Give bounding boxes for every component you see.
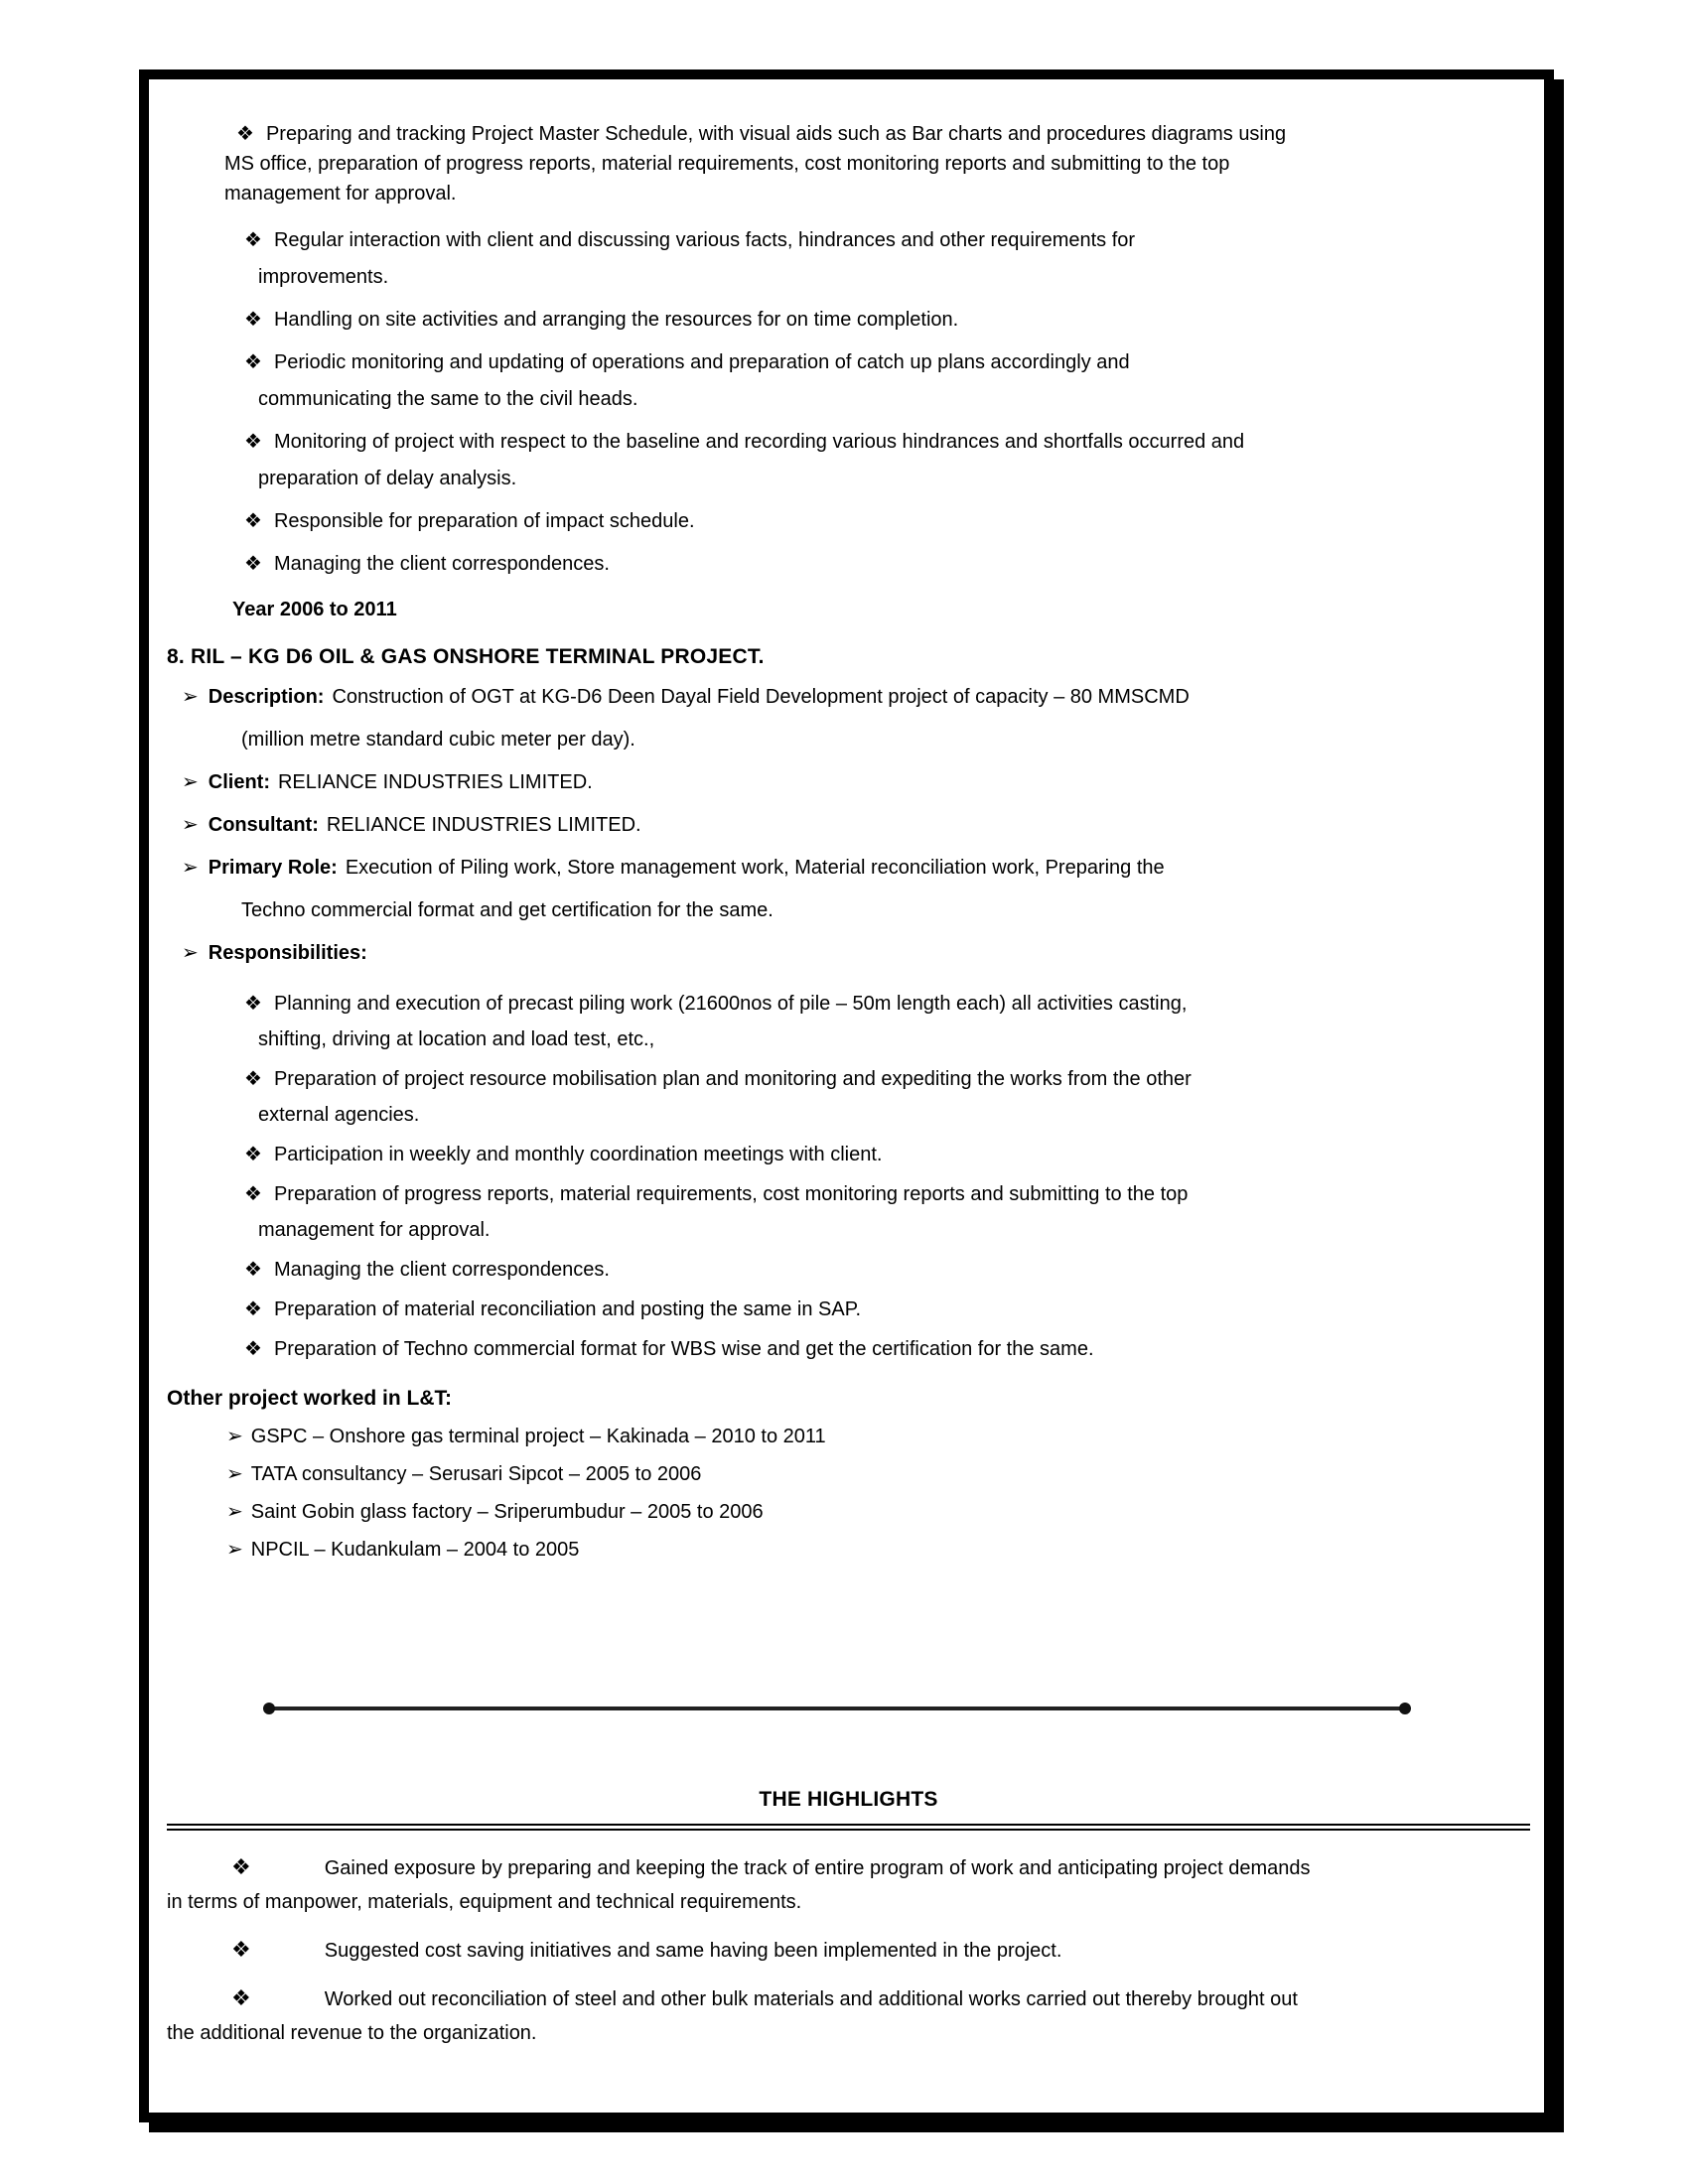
project-list-item — [226, 1494, 1530, 1530]
bullet-item — [244, 1137, 1530, 1172]
detail-label: Consultant: — [208, 814, 319, 836]
bullet-text: Preparation of project resource mobilisation plan and monitoring and expediting the works from the other — [273, 1068, 1192, 1090]
bullet-text: Monitoring of project with respect to the baseline and recording various hindrances and shortfalls occurred and — [273, 431, 1245, 453]
year-label: Year 2006 to 2011 — [232, 599, 397, 620]
bullet-item — [244, 424, 1530, 497]
bullet-text: shifting, driving at location and load test, etc., — [258, 1028, 655, 1050]
bullet-text: external agencies. — [258, 1104, 420, 1126]
diamond-bullet-icon: ❖ — [244, 431, 262, 453]
bullet-item — [244, 986, 1530, 1057]
section-divider — [266, 1706, 1408, 1710]
diamond-bullet-icon: ❖ — [231, 1937, 251, 1962]
diamond-bullet-icon: ❖ — [244, 1338, 262, 1360]
project-list-text: NPCIL – Kudankulam – 2004 to 2005 — [250, 1539, 580, 1561]
detail-text: Construction of OGT at KG-D6 Deen Dayal Field Development project of capacity – 80 MMSCMD — [332, 686, 1190, 708]
diamond-bullet-icon: ❖ — [244, 1298, 262, 1320]
arrow-bullet-icon: ➢ — [226, 1501, 243, 1523]
bullet-item — [244, 1061, 1530, 1133]
arrow-bullet-icon: ➢ — [182, 771, 199, 793]
arrow-bullet-icon: ➢ — [182, 857, 199, 879]
project-list-item — [226, 1419, 1530, 1454]
diamond-bullet-icon: ❖ — [244, 229, 262, 251]
bullet-text: Participation in weekly and monthly coordination meetings with client. — [273, 1144, 883, 1165]
diamond-bullet-icon: ❖ — [244, 510, 262, 532]
bullet-text: management for approval. — [258, 1219, 491, 1241]
highlight-item — [167, 1981, 1530, 2050]
responsibilities-list — [167, 986, 1530, 1367]
diamond-bullet-icon: ❖ — [244, 1259, 262, 1281]
detail-label: Client: — [208, 771, 270, 793]
highlight-item — [167, 1850, 1530, 1919]
detail-text: RELIANCE INDUSTRIES LIMITED. — [326, 814, 641, 836]
detail-label: Responsibilities: — [208, 942, 367, 964]
highlight-item — [167, 1933, 1530, 1968]
bullet-item — [244, 1331, 1530, 1367]
highlight-text: Worked out reconciliation of steel and other bulk materials and additional works carried out thereby brought out — [324, 1988, 1298, 2010]
diamond-bullet-icon: ❖ — [244, 1144, 262, 1165]
detail-row-responsibilities — [182, 935, 1530, 972]
diamond-bullet-icon: ❖ — [236, 123, 254, 145]
project-list-item — [226, 1532, 1530, 1568]
bullet-text: Preparation of material reconciliation and posting the same in SAP. — [273, 1298, 862, 1320]
bullet-text: Preparing and tracking Project Master Schedule, with visual aids such as Bar charts and procedures diagrams using — [265, 123, 1287, 145]
detail-text: RELIANCE INDUSTRIES LIMITED. — [277, 771, 593, 793]
bullet-item — [244, 222, 1530, 296]
bullet-text: Preparation of progress reports, material requirements, cost monitoring reports and submitting to the top — [273, 1183, 1189, 1205]
bullet-text: management for approval. — [224, 183, 457, 205]
diamond-bullet-icon: ❖ — [244, 1183, 262, 1205]
detail-label: Description: — [208, 686, 325, 708]
bullet-text: Preparation of Techno commercial format for WBS wise and get the certification for the same. — [273, 1338, 1094, 1360]
diamond-bullet-icon: ❖ — [231, 1985, 251, 2010]
highlight-text: in terms of manpower, materials, equipment and technical requirements. — [167, 1891, 802, 1913]
document-page — [139, 69, 1554, 2122]
detail-continuation: (million metre standard cubic meter per day). — [241, 729, 635, 751]
arrow-bullet-icon: ➢ — [226, 1463, 243, 1485]
bullet-text: preparation of delay analysis. — [258, 468, 517, 489]
project-list-item — [226, 1456, 1530, 1492]
bullet-item — [244, 503, 1530, 540]
detail-label: Primary Role: — [208, 857, 338, 879]
bullet-text: Managing the client correspondences. — [273, 553, 610, 575]
project-list-text: GSPC – Onshore gas terminal project – Kakinada – 2010 to 2011 — [250, 1426, 826, 1447]
bullet-item — [224, 119, 1530, 208]
highlight-text: Suggested cost saving initiatives and same having been implemented in the project. — [324, 1940, 1062, 1962]
arrow-bullet-icon: ➢ — [182, 814, 199, 836]
detail-row-consultant — [182, 807, 1530, 844]
diamond-bullet-icon: ❖ — [244, 993, 262, 1015]
detail-row-primary-role — [182, 850, 1530, 887]
arrow-bullet-icon: ➢ — [226, 1539, 243, 1561]
bullet-item — [244, 302, 1530, 339]
bullet-item — [244, 1252, 1530, 1288]
detail-continuation: Techno commercial format and get certification for the same. — [241, 899, 774, 921]
project-list-text: Saint Gobin glass factory – Sriperumbudur – 2005 to 2006 — [250, 1501, 764, 1523]
detail-row-description — [182, 679, 1530, 716]
bullet-text: Managing the client correspondences. — [273, 1259, 610, 1281]
bullet-text: Periodic monitoring and updating of operations and preparation of catch up plans accordingly and — [273, 351, 1130, 373]
divider-dot-left — [263, 1703, 275, 1714]
bullet-text: Responsible for preparation of impact schedule. — [273, 510, 695, 532]
bullet-text: MS office, preparation of progress reports, material requirements, cost monitoring reports and submitting to the top — [224, 153, 1230, 175]
detail-text: Execution of Piling work, Store management work, Material reconciliation work, Preparing the — [345, 857, 1165, 879]
arrow-bullet-icon: ➢ — [182, 942, 199, 964]
page-content — [149, 79, 1544, 2050]
bullet-item — [244, 546, 1530, 583]
bullet-text: improvements. — [258, 266, 389, 288]
bullet-item — [244, 1292, 1530, 1327]
project-title: 8. RIL – KG D6 OIL & GAS ONSHORE TERMINAL PROJECT. — [167, 645, 765, 668]
diamond-bullet-icon: ❖ — [231, 1854, 251, 1879]
highlight-text: Gained exposure by preparing and keeping the track of entire program of work and anticipating project demands — [324, 1857, 1311, 1879]
bullet-text: Planning and execution of precast piling work (21600nos of pile – 50m length each) all activities casting, — [273, 993, 1188, 1015]
diamond-bullet-icon: ❖ — [244, 351, 262, 373]
diamond-bullet-icon: ❖ — [244, 1068, 262, 1090]
divider-dot-right — [1399, 1703, 1411, 1714]
arrow-bullet-icon: ➢ — [182, 686, 199, 708]
arrow-bullet-icon: ➢ — [226, 1426, 243, 1447]
diamond-bullet-icon: ❖ — [244, 309, 262, 331]
bullet-text: Handling on site activities and arranging the resources for on time completion. — [273, 309, 959, 331]
bullet-text: communicating the same to the civil heads. — [258, 388, 638, 410]
bullet-text: Regular interaction with client and discussing various facts, hindrances and other requirements for — [273, 229, 1136, 251]
detail-row-client — [182, 764, 1530, 801]
bullet-item — [244, 344, 1530, 418]
project-list-text: TATA consultancy – Serusari Sipcot – 2005 to 2006 — [250, 1463, 702, 1485]
other-projects-heading: Other project worked in L&T: — [167, 1387, 453, 1410]
highlight-text: the additional revenue to the organization. — [167, 2022, 537, 2044]
diamond-bullet-icon: ❖ — [244, 553, 262, 575]
bullet-item — [244, 1176, 1530, 1248]
highlights-heading: THE HIGHLIGHTS — [167, 1788, 1530, 1831]
